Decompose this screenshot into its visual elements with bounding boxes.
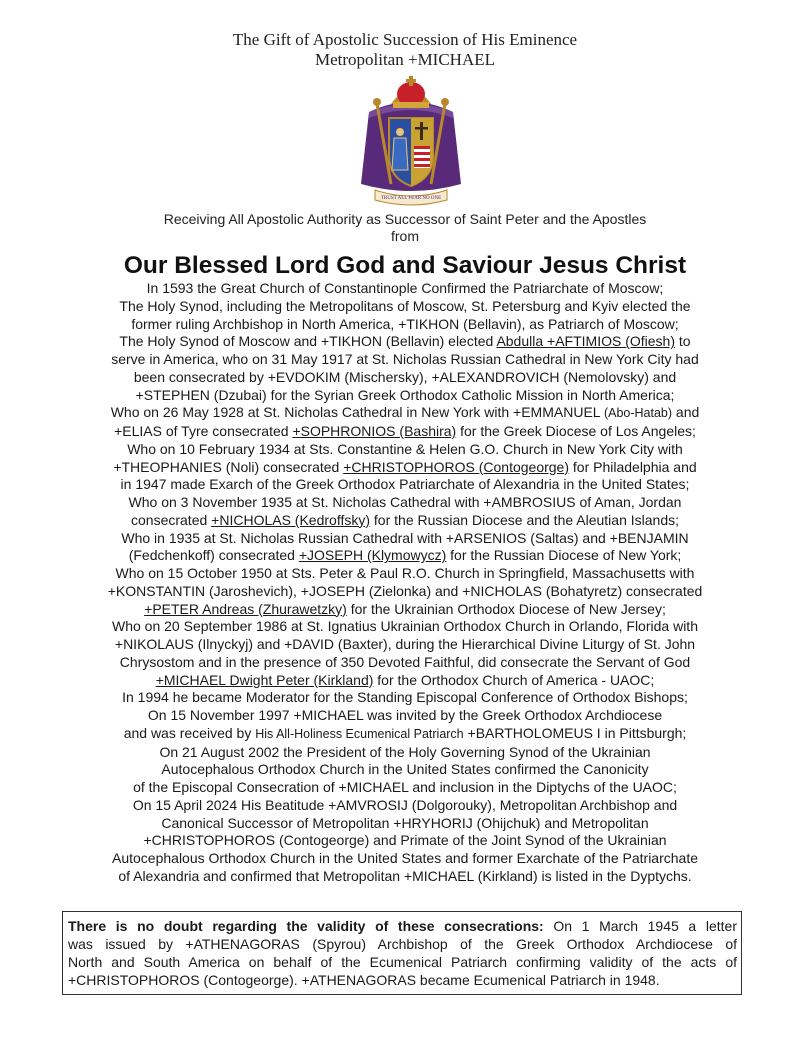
lineage-line: Who on 3 November 1935 at St. Nicholas Cathedral with +AMBROSIUS of Aman, Jordan: [128, 494, 682, 510]
lineage-line: +PETER Andreas (Zhurawetzky) for the Ukrainian Orthodox Diocese of New Jersey;: [144, 600, 666, 617]
title-line-2: Metropolitan +MICHAEL: [314, 50, 496, 69]
succession-lineage: [40, 280, 770, 886]
receiving-line-2: from: [391, 228, 419, 244]
coat-of-arms-emblem: [357, 74, 465, 208]
notice-line: There is no doubt regarding the validity of these consecrations: On 1 March 1945 a letter: [68, 918, 737, 934]
notice-line: was issued by +ATHENAGORAS (Spyrou) Archbishop of the Greek Orthodox Archdiocese of: [68, 936, 737, 952]
lineage-line: of the Episcopal Consecration of +MICHAEL and inclusion in the Diptychs of the UAOC;: [133, 779, 677, 795]
lineage-line: +NIKOLAUS (Ilnyckyj) and +DAVID (Baxter), during the Hierarchical Divine Liturgy of St. John: [114, 636, 696, 652]
notice-line: North and South America on behalf of the Ecumenical Patriarch confirming validity of the acts of: [68, 954, 737, 970]
lineage-line: +STEPHEN (Dzubai) for the Syrian Greek Orthodox Catholic Mission in North America;: [135, 386, 675, 403]
lineage-line: The Holy Synod, including the Metropolitans of Moscow, St. Petersburg and Kyiv elected the: [119, 297, 691, 314]
lineage-line: +ELIAS of Tyre consecrated +SOPHRONIOS (Bashira) for the Greek Diocese of Los Angeles;: [114, 423, 696, 439]
lineage-line: Who in 1935 at St. Nicholas Russian Cathedral with +ARSENIOS (Saltas) and +BENJAMIN: [121, 529, 689, 546]
receiving-line-1: Receiving All Apostolic Authority as Successor of Saint Peter and the Apostles: [163, 211, 647, 227]
bishop-name-link: +MICHAEL Dwight Peter (Kirkland): [155, 671, 374, 688]
title-line-1: The Gift of Apostolic Succession of His Eminence: [232, 30, 578, 49]
lineage-line: +THEOPHANIES (Noli) consecrated +CHRISTOPHOROS (Contogeorge) for Philadelphia and: [113, 458, 697, 475]
lineage-line: Who on 10 February 1934 at Sts. Constantine & Helen G.O. Church in New York City with: [127, 440, 683, 457]
lineage-line: Who on 15 October 1950 at Sts. Peter & Paul R.O. Church in Springfield, Massachusetts with: [115, 565, 695, 581]
lineage-line: In 1994 he became Moderator for the Standing Episcopal Conference of Orthodox Bishops;: [122, 689, 688, 706]
lineage-line: Autocephalous Orthodox Church in the United States and former Exarchate of the Patriarchate: [112, 850, 698, 866]
lineage-line: Who on 26 May 1928 at St. Nicholas Cathedral in New York with +EMMANUEL (Abo-Hatab) and: [110, 404, 700, 421]
lineage-line: +CHRISTOPHOROS (Contogeorge) and Primate of the Joint Synod of the Ukrainian: [143, 832, 667, 849]
notice-line: +CHRISTOPHOROS (Contogeorge). +ATHENAGORAS became Ecumenical Patriarch in 1948.: [68, 972, 660, 988]
bishop-name-link: Abdulla +AFTIMIOS (Ofiesh): [496, 333, 675, 350]
lineage-line: On 21 August 2002 the President of the Holy Governing Synod of the Ukrainian: [159, 743, 651, 760]
lineage-line: consecrated +NICHOLAS (Kedroffsky) for the Russian Diocese and the Aleutian Islands;: [131, 511, 679, 528]
lineage-line: former ruling Archbishop in North America, +TIKHON (Bellavin), as Patriarch of Moscow;: [131, 315, 679, 332]
lineage-line: Who on 20 September 1986 at St. Ignatius Ukrainian Orthodox Church in Orlando, Florida with: [112, 618, 698, 635]
receiving-authority-text: [0, 211, 810, 245]
document-title: [0, 30, 810, 70]
bishop-name-link: +CHRISTOPHOROS (Contogeorge): [343, 458, 569, 475]
notice-bold-lead: There is no doubt regarding the validity of these consecrations:: [68, 918, 544, 934]
lineage-line: Chrysostom and in the presence of 350 Devoted Faithful, did consecrate the Servant of God: [119, 653, 691, 670]
bishop-name-link: +JOSEPH (Klymowycz): [298, 547, 447, 564]
lineage-line: In 1593 the Great Church of Constantinople Confirmed the Patriarchate of Moscow;: [146, 280, 664, 296]
lineage-line: of Alexandria and confirmed that Metropolitan +MICHAEL (Kirkland) is listed in the Dyptychs.: [118, 867, 692, 884]
lineage-line: (Fedchenkoff) consecrated +JOSEPH (Klymowycz) for the Russian Diocese of New York;: [128, 547, 682, 564]
lineage-line: +KONSTANTIN (Jaroshevich), +JOSEPH (Zielonka) and +NICHOLAS (Bohatyretz) consecrated: [107, 582, 703, 599]
bishop-name-link: +PETER Andreas (Zhurawetzky): [144, 600, 347, 617]
crest-motto: TRUST ALL FEAR NO ONE: [380, 196, 442, 201]
lineage-line: been consecrated by +EVDOKIM (Mischersky), +ALEXANDROVICH (Nemolovsky) and: [133, 368, 677, 385]
lineage-line: Canonical Successor of Metropolitan +HRYHORIJ (Ohijchuk) and Metropolitan: [161, 814, 649, 831]
lineage-line: serve in America, who on 31 May 1917 at St. Nicholas Russian Cathedral in New York City had: [111, 351, 699, 367]
bishop-name-link: +NICHOLAS (Kedroffsky): [211, 511, 371, 528]
main-heading: Our Blessed Lord God and Saviour Jesus Christ: [123, 252, 687, 279]
lineage-line: On 15 November 1997 +MICHAEL was invited by the Greek Orthodox Archdiocese: [147, 707, 663, 723]
lineage-line: Autocephalous Orthodox Church in the United States confirmed the Canonicity: [161, 761, 649, 778]
lineage-line: On 15 April 2024 His Beatitude +AMVROSIJ (Dolgorouky), Metropolitan Archbishop and: [132, 796, 678, 813]
bishop-name-link: +SOPHRONIOS (Bashira): [292, 423, 457, 439]
lineage-line: and was received by His All-Holiness Ecumenical Patriarch +BARTHOLOMEUS I in Pittsburgh;: [123, 724, 687, 741]
lineage-line: The Holy Synod of Moscow and +TIKHON (Bellavin) elected Abdulla +AFTIMIOS (Ofiesh) to: [119, 333, 691, 350]
lineage-line: in 1947 made Exarch of the Greek Orthodox Patriarchate of Alexandria in the United States;: [120, 476, 690, 493]
validity-notice-box: [62, 911, 742, 995]
lineage-line: +MICHAEL Dwight Peter (Kirkland) for the Orthodox Church of America - UAOC;: [155, 671, 655, 688]
